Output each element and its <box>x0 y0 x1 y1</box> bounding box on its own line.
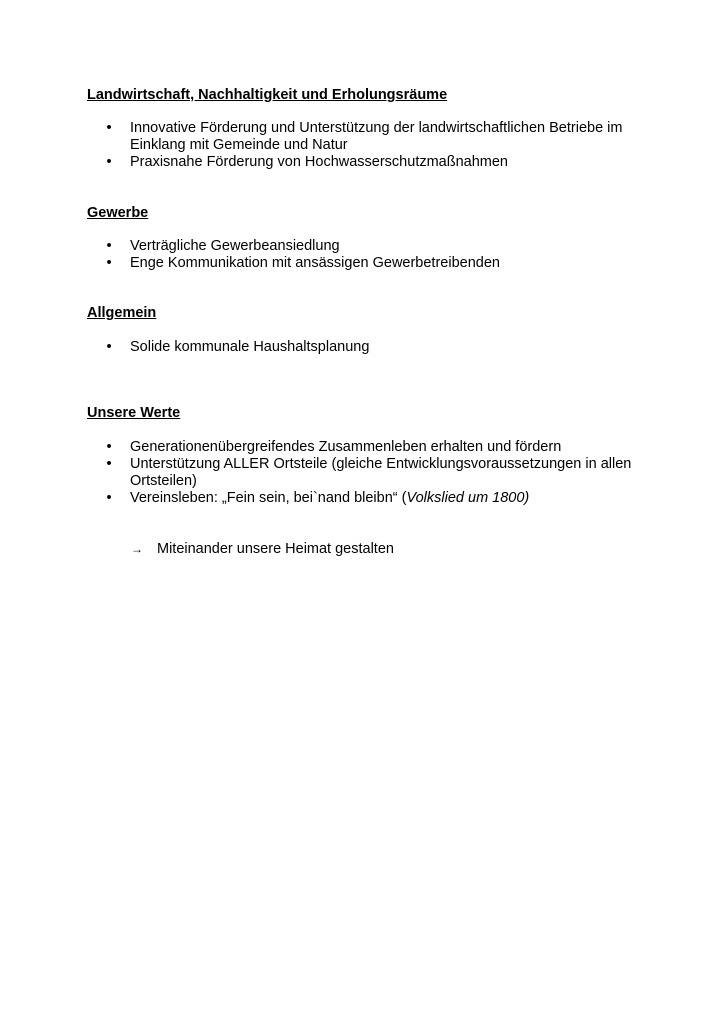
bullet-list-unsere-werte <box>104 439 664 507</box>
list-item-text: Vereinsleben: „Fein sein, bei`nand bleibn“ ( <box>130 490 407 506</box>
list-item-text: Solide kommunale Haushaltsplanung <box>130 339 370 355</box>
section-heading-landwirtschaft: Landwirtschaft, Nachhaltigkeit und Erholungsräume <box>87 87 448 103</box>
closing-statement <box>131 541 394 558</box>
bullet-icon: • <box>106 456 112 472</box>
bullet-icon: • <box>106 490 112 506</box>
bullet-icon: • <box>106 120 112 136</box>
list-item-text: Verträgliche Gewerbeansiedlung <box>130 238 340 254</box>
bullet-icon: • <box>106 255 112 271</box>
list-item <box>104 120 664 154</box>
list-item-text: Praxisnahe Förderung von Hochwasserschutzmaßnahmen <box>130 154 508 170</box>
bullet-icon: • <box>106 154 112 170</box>
arrow-right-icon: → <box>131 542 143 556</box>
closing-text: Miteinander unsere Heimat gestalten <box>157 541 394 557</box>
list-item <box>104 154 664 171</box>
bullet-icon: • <box>106 439 112 455</box>
list-item <box>104 439 664 456</box>
bullet-list-gewerbe <box>104 238 664 272</box>
list-item <box>104 238 664 255</box>
section-heading-unsere-werte: Unsere Werte <box>87 405 181 421</box>
list-item <box>104 490 664 507</box>
list-item-text: Unterstützung ALLER Ortsteile (gleiche Entwicklungsvoraussetzungen in allen Ortsteilen) <box>130 456 632 489</box>
bullet-icon: • <box>106 339 112 355</box>
list-item-text: Innovative Förderung und Unterstützung der landwirtschaftlichen Betriebe im Einklang mit Gemeinde und Natur <box>130 120 623 153</box>
bullet-list-landwirtschaft <box>104 120 664 171</box>
bullet-list-allgemein <box>104 339 664 356</box>
list-item <box>104 456 664 490</box>
section-heading-allgemein: Allgemein <box>87 305 157 321</box>
list-item <box>104 255 664 272</box>
list-item-italic-text: Volkslied um 1800) <box>406 490 530 506</box>
section-heading-gewerbe: Gewerbe <box>87 205 149 221</box>
bullet-icon: • <box>106 238 112 254</box>
list-item <box>104 339 664 356</box>
list-item-text: Enge Kommunikation mit ansässigen Gewerbetreibenden <box>130 255 500 271</box>
list-item-text: Generationenübergreifendes Zusammenleben erhalten und fördern <box>130 439 562 455</box>
